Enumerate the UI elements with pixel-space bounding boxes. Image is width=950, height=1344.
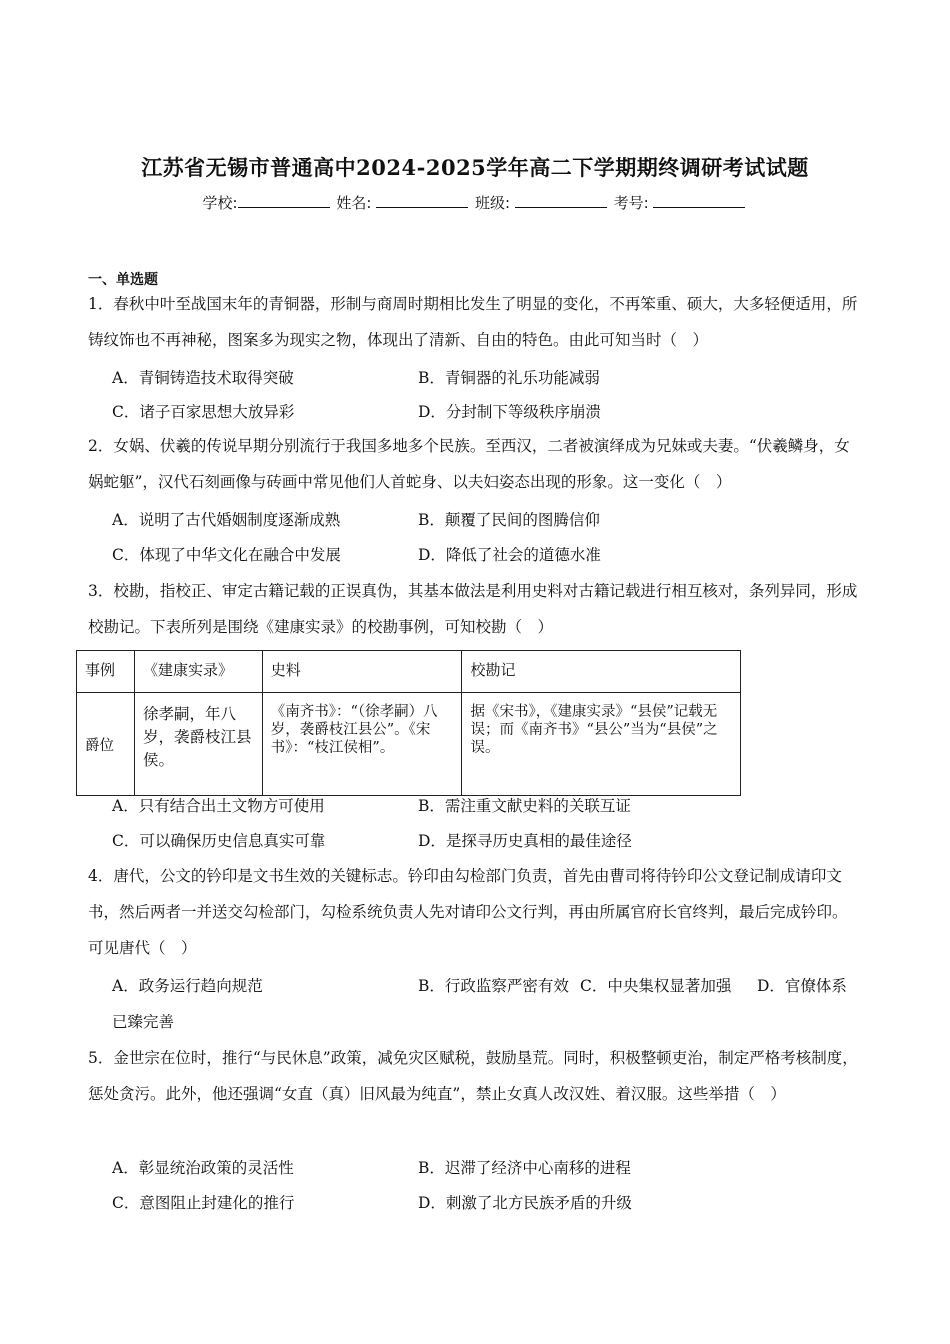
question-3-stem: 3．校勘，指校正、审定古籍记载的正误真伪，其基本做法是利用史料对古籍记载进行相互核对，条列异同，形成校勘记。下表所列是围绕《建康实录》的校勘事例，可知校勘（ ） [88,582,858,636]
question-1-option-d: D．分封制下等级秩序崩溃 [418,403,601,421]
table-cell-collation-note: 据《宋书》，《建康实录》“县侯”记载无误；而《南齐书》“县公”当为“县侯”之误。 [462,693,741,796]
school-label: 学校: [202,194,238,212]
exam-title: 江苏省无锡市普通高中2024-2025学年高二下学期期终调研考试试题 [141,155,809,180]
table-cell-jiankang: 徐孝嗣，年八岁，袭爵枝江县侯。 [134,693,262,796]
question-4-option-c: C．中央集权显著加强 [580,977,732,995]
collation-table-header-row [77,651,741,693]
question-4-option-a: A．政务运行趋向规范 [112,977,263,995]
question-4-option-b: B．行政监察严密有效 [418,977,569,995]
collation-table-row [77,693,741,796]
student-info-line [0,192,950,213]
school-blank [238,193,330,208]
question-5-option-b: B．迟滞了经济中心南移的进程 [418,1159,631,1177]
name-blank [376,193,468,208]
question-3-option-a: A．只有结合出土文物方可使用 [112,797,325,815]
question-5-stem: 5．金世宗在位时，推行“与民休息”政策，减免灾区赋税，鼓励垦荒。同时，积极整顿吏治，制定严格考核制度，惩处贪污。此外，他还强调“女直（真）旧风最为纯直”，禁止女真人改汉姓、着汉服。这些举措（ ） [88,1049,858,1103]
table-cell-case: 爵位 [77,693,135,796]
collation-table [76,650,741,796]
table-header-cell: 校勘记 [462,651,741,693]
question-2-option-d: D．降低了社会的道德水准 [418,546,601,564]
question-5-option-a: A．彰显统治政策的灵活性 [112,1159,294,1177]
question-1-stem: 1．春秋中叶至战国末年的青铜器，形制与商周时期相比发生了明显的变化，不再笨重、硕大，大多轻便适用，所铸纹饰也不再神秘，图案多为现实之物，体现出了清新、自由的特色。由此可知当时（ ） [88,295,858,349]
question-2-stem: 2．女娲、伏羲的传说早期分别流行于我国多地多个民族。至西汉，二者被演绎成为兄妹或夫妻。“伏羲鳞身，女娲蛇躯”，汉代石刻画像与砖画中常见他们人首蛇身、以夫妇姿态出现的形象。这一变化（ ） [88,437,850,491]
question-2-option-b: B．颠覆了民间的图腾信仰 [418,511,600,529]
question-3-option-d: D．是探寻历史真相的最佳途径 [418,832,632,850]
table-cell-sources: 《南齐书》：“（徐孝嗣）八岁，袭爵枝江县公”。《宋书》：“枝江侯相”。 [262,693,462,796]
table-header-cell: 事例 [77,651,135,693]
question-1-option-b: B．青铜器的礼乐功能减弱 [418,369,600,387]
class-blank [515,193,607,208]
exam-number-label: 考号: [613,194,649,212]
question-2-option-a: A．说明了古代婚姻制度逐渐成熟 [112,511,341,529]
exam-number-blank [653,193,745,208]
question-2-option-c: C．体现了中华文化在融合中发展 [112,546,341,564]
question-5-option-d: D．刺激了北方民族矛盾的升级 [418,1194,632,1212]
question-4-option-d: D．官僚体系已臻完善 [112,977,847,1031]
name-label: 姓名: [336,194,372,212]
table-header-cell: 《建康实录》 [134,651,262,693]
question-3-option-b: B．需注重文献史料的关联互证 [418,797,631,815]
question-1-option-c: C．诸子百家思想大放异彩 [112,403,295,421]
class-label: 班级: [475,194,511,212]
table-header-cell: 史料 [262,651,462,693]
question-5-option-c: C．意图阻止封建化的推行 [112,1194,295,1212]
question-1-option-a: A．青铜铸造技术取得突破 [112,369,294,387]
section-title: 一、单选题 [88,272,158,288]
question-3-option-c: C．可以确保历史信息真实可靠 [112,832,326,850]
question-4-stem: 4．唐代，公文的钤印是文书生效的关键标志。钤印由勾检部门负责，首先由曹司将待钤印公文登记制成请印文书，然后两者一并送交勾检部门，勾检系统负责人先对请印公文行判，再由所属官府长官终判，最后完成钤印。可见唐代（ ） [88,867,848,957]
